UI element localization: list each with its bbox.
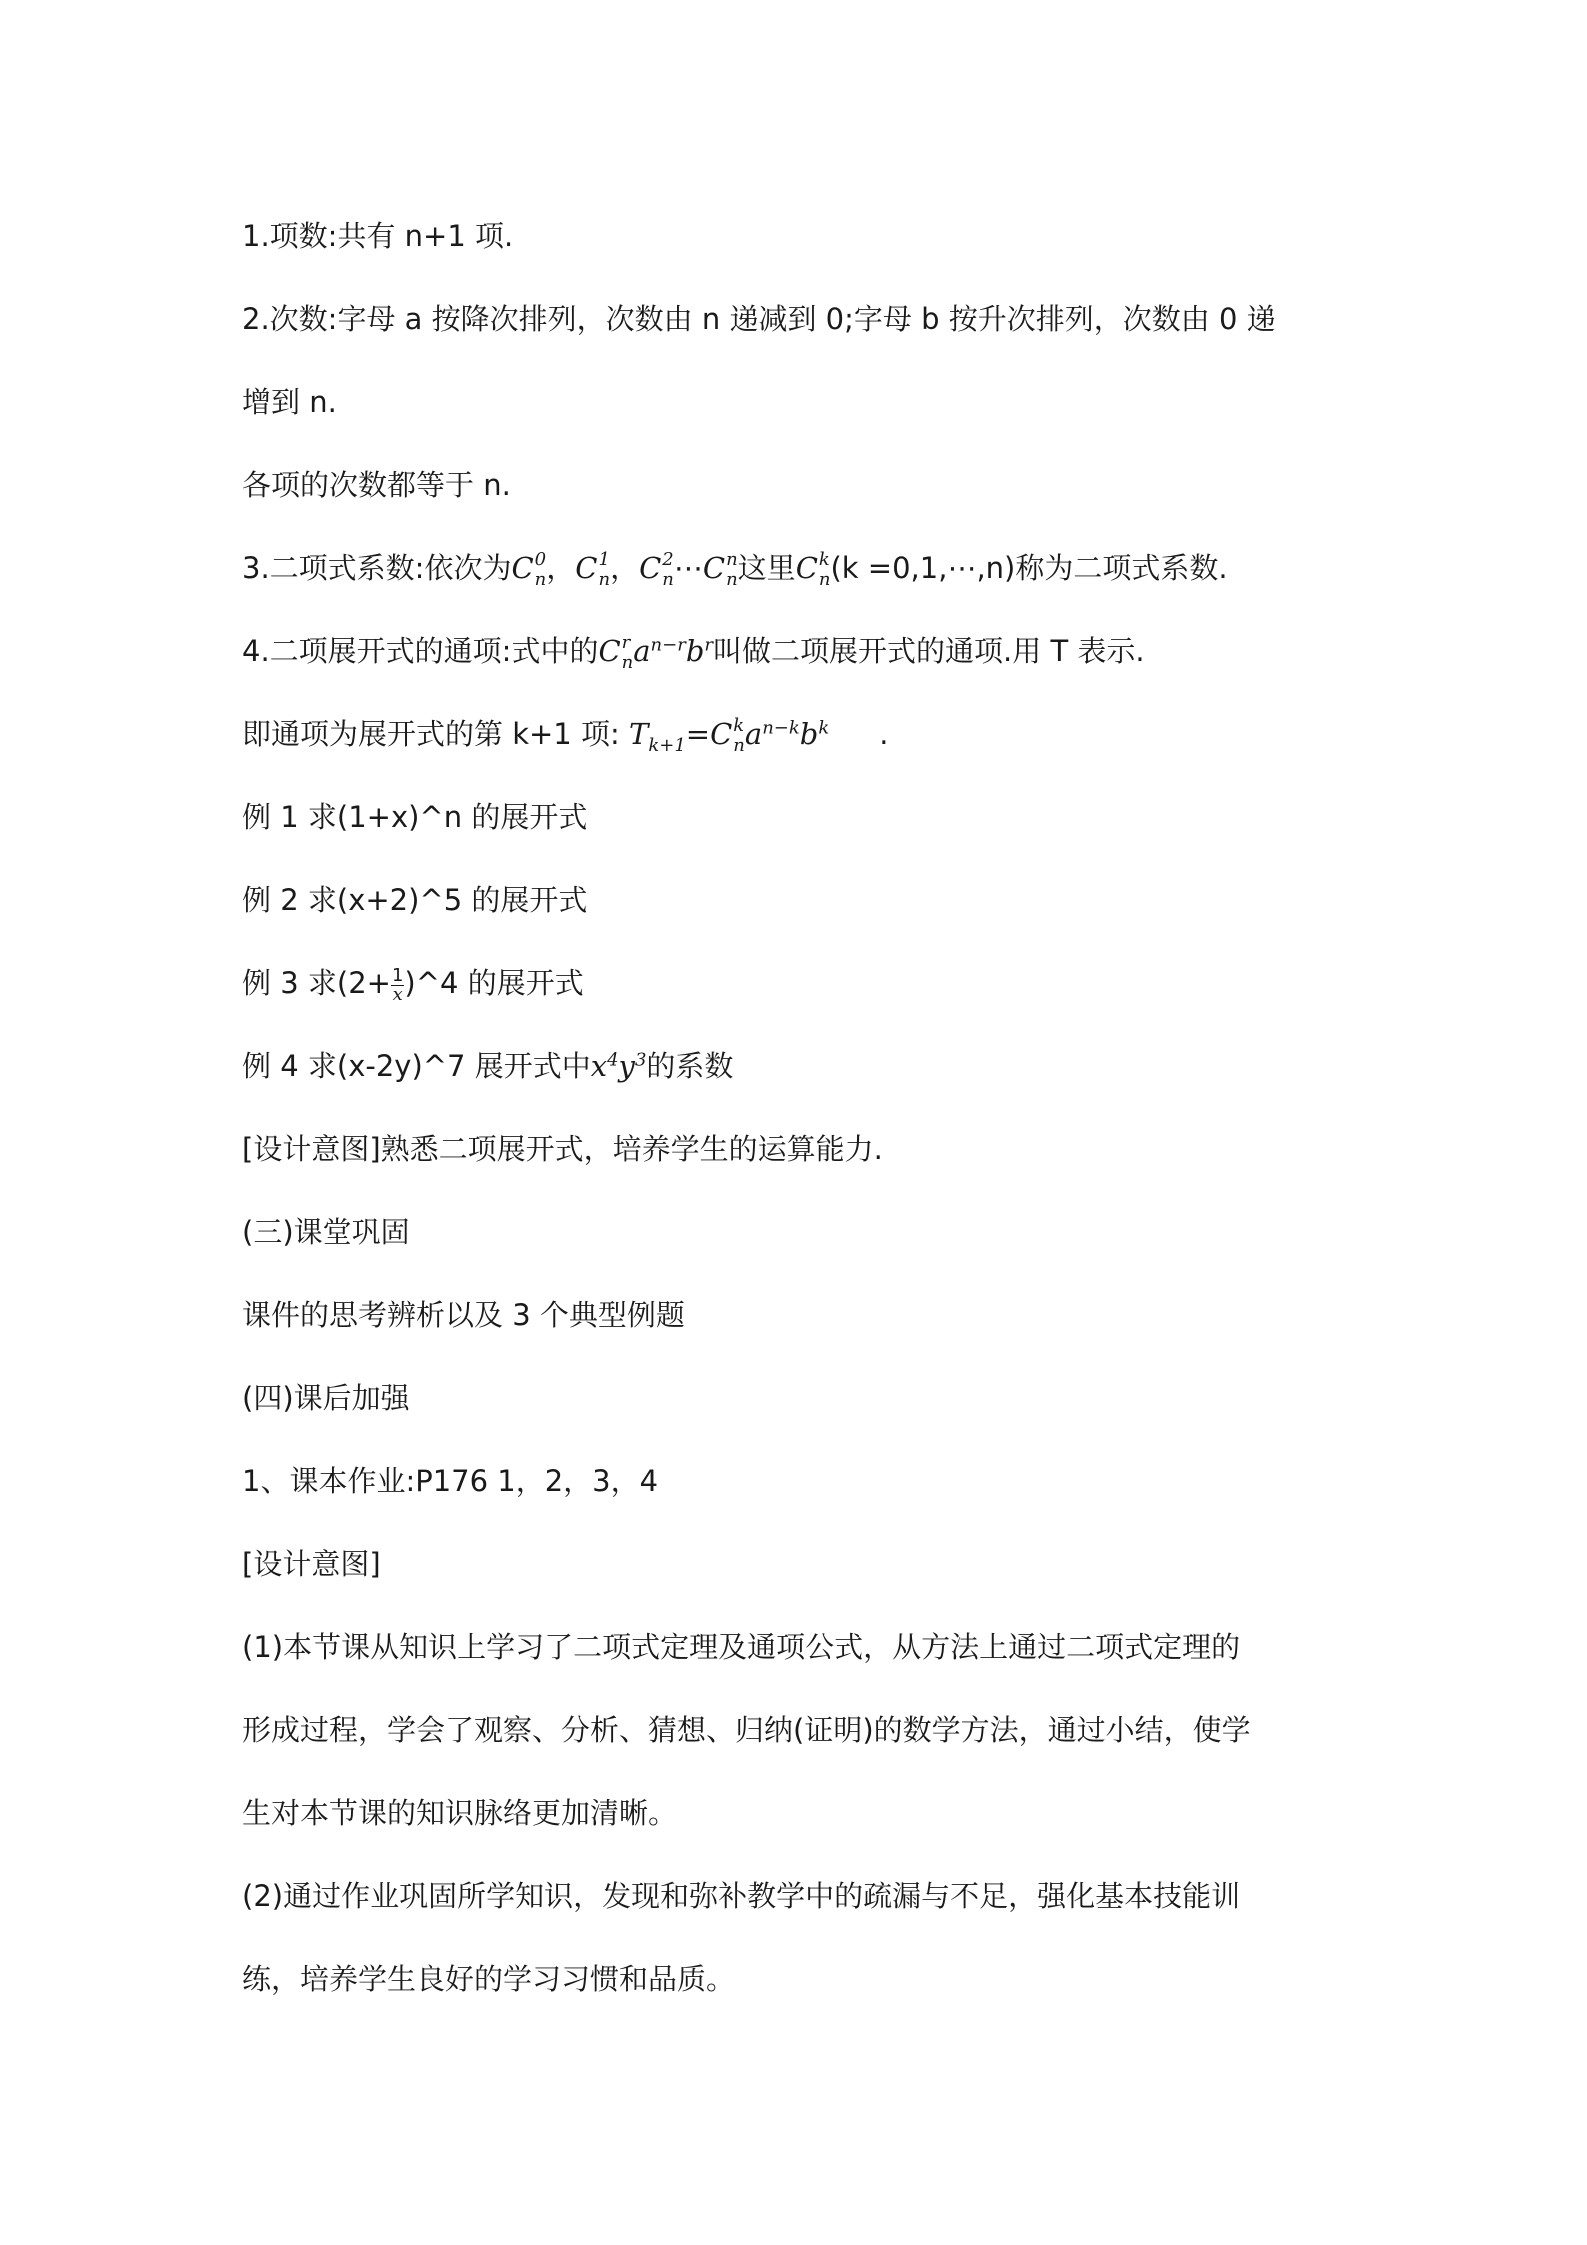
paragraph-2-line-1: (2)通过作业巩固所学知识，发现和弥补教学中的疏漏与不足，强化基本技能训 <box>242 1879 1241 1913</box>
formula-c-n-2: C 2 n <box>639 549 674 590</box>
paragraph-2-line-2: 练，培养学生良好的学习习惯和品质。 <box>242 1962 736 1996</box>
text-line-1: 1.项数:共有 n+1 项. <box>242 219 514 253</box>
homework-line: 1、课本作业:P176 1，2，3，4 <box>242 1464 659 1498</box>
paragraph-1-line-1: (1)本节课从知识上学习了二项式定理及通项公式，从方法上通过二项式定理的 <box>242 1630 1241 1664</box>
formula-t-k-plus-1: $T_{k+1}=C$ k n $a^{n-k}b^k$ <box>628 715 830 756</box>
fraction-one-over-x: $\frac{1}{x}$ <box>391 964 404 1005</box>
paragraph-1-line-2: 形成过程，学会了观察、分析、猜想、归纳(证明)的数学方法，通过小结，使学 <box>242 1713 1251 1747</box>
design-intent-1: [设计意图]熟悉二项展开式，培养学生的运算能力. <box>242 1132 883 1166</box>
example-3: 例 3 求(2+ $\frac{1}{x}$ )^4 的展开式 <box>242 964 584 1005</box>
paragraph-1-line-3: 生对本节课的知识脉络更加清晰。 <box>242 1796 678 1830</box>
design-intent-heading: [设计意图] <box>242 1547 381 1581</box>
formula-general-term: C r n $a^{n-r}b^r$ <box>598 632 714 673</box>
formula-x4y3: $x^4y^3$ <box>590 1049 647 1083</box>
example-4: 例 4 求(x-2y)^7 展开式中$x^4y^3$的系数 <box>242 1049 734 1083</box>
general-term-line: 4.二项展开式的通项:式中的C r n $a^{n-r}b^r$叫做二项展开式的通项.用 T 表示. <box>242 632 1145 673</box>
example-1: 例 1 求(1+x)^n 的展开式 <box>242 800 588 834</box>
example-2: 例 2 求(x+2)^5 的展开式 <box>242 883 588 917</box>
formula-c-n-k: C k n <box>795 549 831 590</box>
text-line-2: 2.次数:字母 a 按降次排列，次数由 n 递减到 0;字母 b 按升次排列，次数由 0 递 <box>242 302 1276 336</box>
formula-c-n-0: C 0 n <box>511 549 547 590</box>
text-line-courseware: 课件的思考辨析以及 3 个典型例题 <box>242 1298 685 1332</box>
binomial-coefficient-line: 3.二项式系数:依次为C 0 n ，C 1 n ，C 2 n ⋯C n n 这里C k n (k =0,1,⋯,n)称为二项式系数. <box>242 549 1228 590</box>
text-line-4: 各项的次数都等于 n. <box>242 468 511 502</box>
section-heading-4: (四)课后加强 <box>242 1381 410 1415</box>
formula-c-n-1: C 1 n <box>575 549 611 590</box>
text-line-3: 增到 n. <box>242 385 337 419</box>
general-term-formula-line: 即通项为展开式的第 k+1 项: $T_{k+1}=C$ k n $a^{n-k}b^k$ . <box>242 715 889 756</box>
formula-c-n-n: C n n <box>702 549 738 590</box>
section-heading-3: (三)课堂巩固 <box>242 1215 410 1249</box>
